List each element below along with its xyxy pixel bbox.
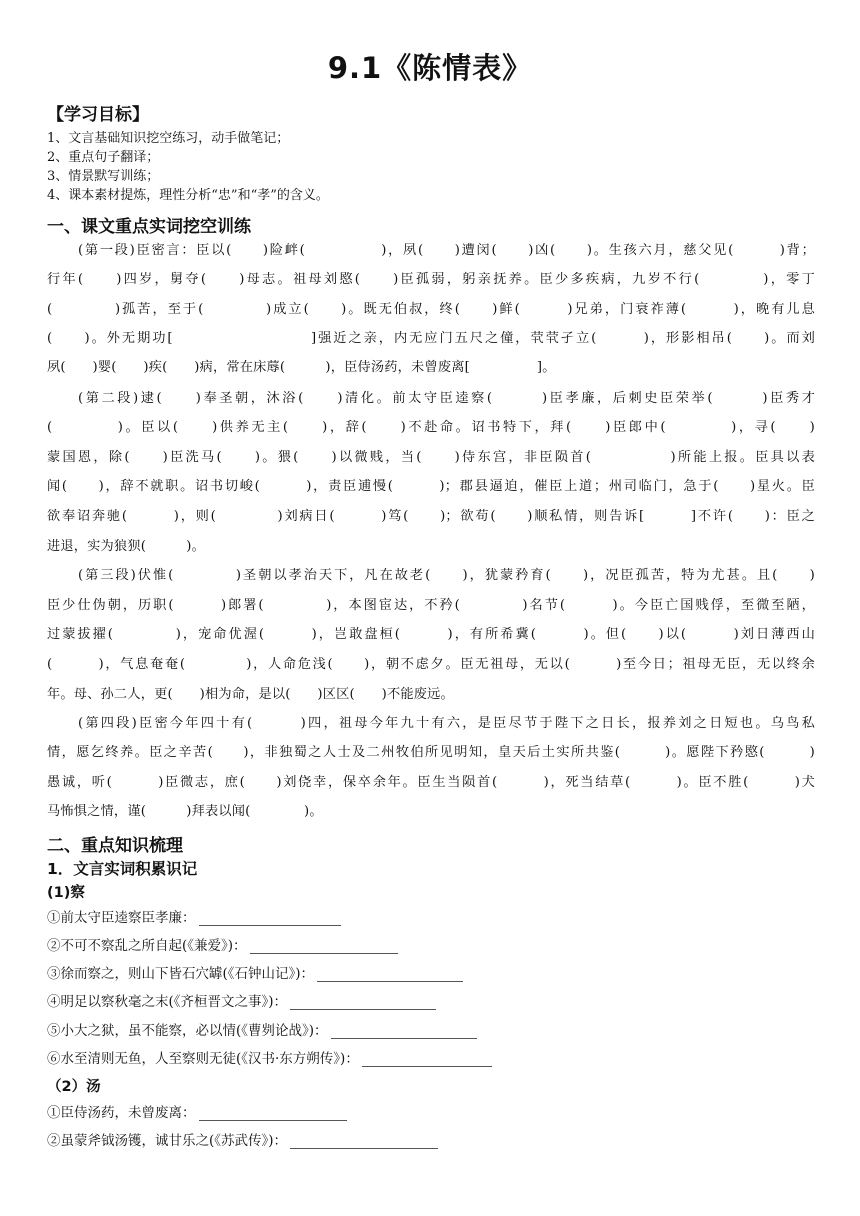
answer-blank[interactable]: [250, 940, 398, 954]
text-line: (第三段)伏惟( )圣朝以孝治天下，凡在故老( )，犹蒙矜育( )，况臣孤苦，特为尤甚。且( ): [78, 568, 815, 583]
section1-heading: 一、课文重点实词挖空训练: [47, 217, 251, 237]
text-line: (第一段)臣密言：臣以( )险衅( )，夙( )遭闵( )凶( )。生孩六月，慈父见( )背；: [78, 243, 815, 258]
exercise-item: ①前太守臣逵察臣孝廉：: [47, 906, 341, 926]
text-line: (第二段)逮( )奉圣朝，沐浴( )清化。前太守臣逵察( )臣孝廉，后刺史臣荣举( )臣秀才: [78, 391, 815, 406]
exercise-item: ⑥水至清则无鱼，人至察则无徒(《汉书·东方朔传》)：: [47, 1047, 492, 1067]
answer-blank[interactable]: [199, 1107, 347, 1121]
goal-item: 3、情景默写训练；: [47, 169, 160, 184]
exercise-item: ②不可不察乱之所自起(《兼爱》)：: [47, 934, 398, 954]
goal-item: 2、重点句子翻译；: [47, 150, 160, 165]
section2-heading: 二、重点知识梳理: [47, 836, 183, 856]
answer-blank[interactable]: [331, 1025, 477, 1039]
text-line: ( )孤苦，至于( )成立( )。既无伯叔，终( )鲜( )兄弟，门衰祚薄( )，晚有儿息: [47, 302, 815, 317]
text-line: 情，愿乞终养。臣之辛苦( )，非独蜀之人士及二州牧伯所见明知，皇天后土实所共鉴( )。愿陛下矜愍( ): [47, 745, 815, 760]
answer-blank[interactable]: [199, 912, 341, 926]
answer-blank[interactable]: [290, 996, 436, 1010]
text-line: 愚诚，听( )臣微志，庶( )刘侥幸，保卒余年。臣生当陨首( )，死当结草( )。臣不胜( )犬: [47, 775, 815, 790]
goal-item: 4、课本素材提炼，理性分析“忠”和“孝”的含义。: [47, 188, 329, 203]
text-line: ( )，气息奄奄( )，人命危浅( )，朝不虑夕。臣无祖母，无以( )至今日；祖母无臣，无以终余: [47, 657, 815, 672]
text-line: 进退，实为狼狈( )。: [47, 539, 205, 554]
text-line: (第四段)臣密今年四十有( )四，祖母今年九十有六，是臣尽节于陛下之日长，报养刘之日短也。乌鸟私: [78, 716, 815, 731]
answer-blank[interactable]: [290, 1135, 438, 1149]
answer-blank[interactable]: [362, 1053, 492, 1067]
text-line: ( )。外无期功[ ]强近之亲，内无应门五尺之僮，茕茕孑立( )，形影相吊( )。而刘: [47, 331, 815, 346]
text-line: 年。母、孙二人，更( )相为命，是以( )区区( )不能废远。: [47, 687, 454, 702]
text-line: 马怖惧之情，谨( )拜表以闻( )。: [47, 804, 323, 819]
goal-item: 1、文言基础知识挖空练习，动手做笔记；: [47, 131, 290, 146]
goals-heading: 【学习目标】: [47, 105, 149, 125]
page-title: 9.1《陈情表》: [327, 51, 533, 85]
answer-blank[interactable]: [317, 968, 463, 982]
exercise-item: ③徐而察之，则山下皆石穴罅(《石钟山记》)：: [47, 962, 463, 982]
exercise-item: ②虽蒙斧钺汤镬，诚甘乐之(《苏武传》)：: [47, 1129, 438, 1149]
exercise-item: ①臣侍汤药，未曾废离：: [47, 1101, 347, 1121]
subsection-heading: 1．文言实词积累识记: [47, 860, 198, 878]
group-label: (1)察: [47, 885, 85, 901]
text-line: ( )。臣以( )供养无主( )，辞( )不赴命。诏书特下，拜( )臣郎中( )，寻( ): [47, 420, 815, 435]
exercise-item: ④明足以察秋毫之末(《齐桓晋文之事》)：: [47, 990, 436, 1010]
group-label: （2）汤: [47, 1079, 101, 1095]
text-line: 蒙国恩，除( )臣洗马( )。猥( )以微贱，当( )侍东宫，非臣陨首( )所能上报。臣具以表: [47, 450, 815, 465]
exercise-item: ⑤小大之狱，虽不能察，必以情(《曹刿论战》)：: [47, 1019, 477, 1039]
text-line: 臣少仕伪朝，历职( )郎署( )，本图宦达，不矜( )名节( )。今臣亡国贱俘，至微至陋，: [47, 598, 815, 613]
text-line: 欲奉诏奔驰( )，则( )刘病日( )笃( )；欲苟( )顺私情，则告诉[ ]不许( )：臣之: [47, 509, 815, 524]
text-line: 行年( )四岁，舅夺( )母志。祖母刘愍( )臣孤弱，躬亲抚养。臣少多疾病，九岁不行( )，零丁: [47, 272, 815, 287]
text-line: 闻( )，辞不就职。诏书切峻( )，责臣逋慢( )；郡县逼迫，催臣上道；州司临门，急于( )星火。臣: [47, 479, 815, 494]
text-line: 过蒙拔擢( )，宠命优渥( )，岂敢盘桓( )，有所希冀( )。但( )以( )刘日薄西山: [47, 627, 815, 642]
text-line: 夙( )婴( )疾( )病，常在床蓐( )，臣侍汤药，未曾废离[ ]。: [47, 360, 556, 375]
